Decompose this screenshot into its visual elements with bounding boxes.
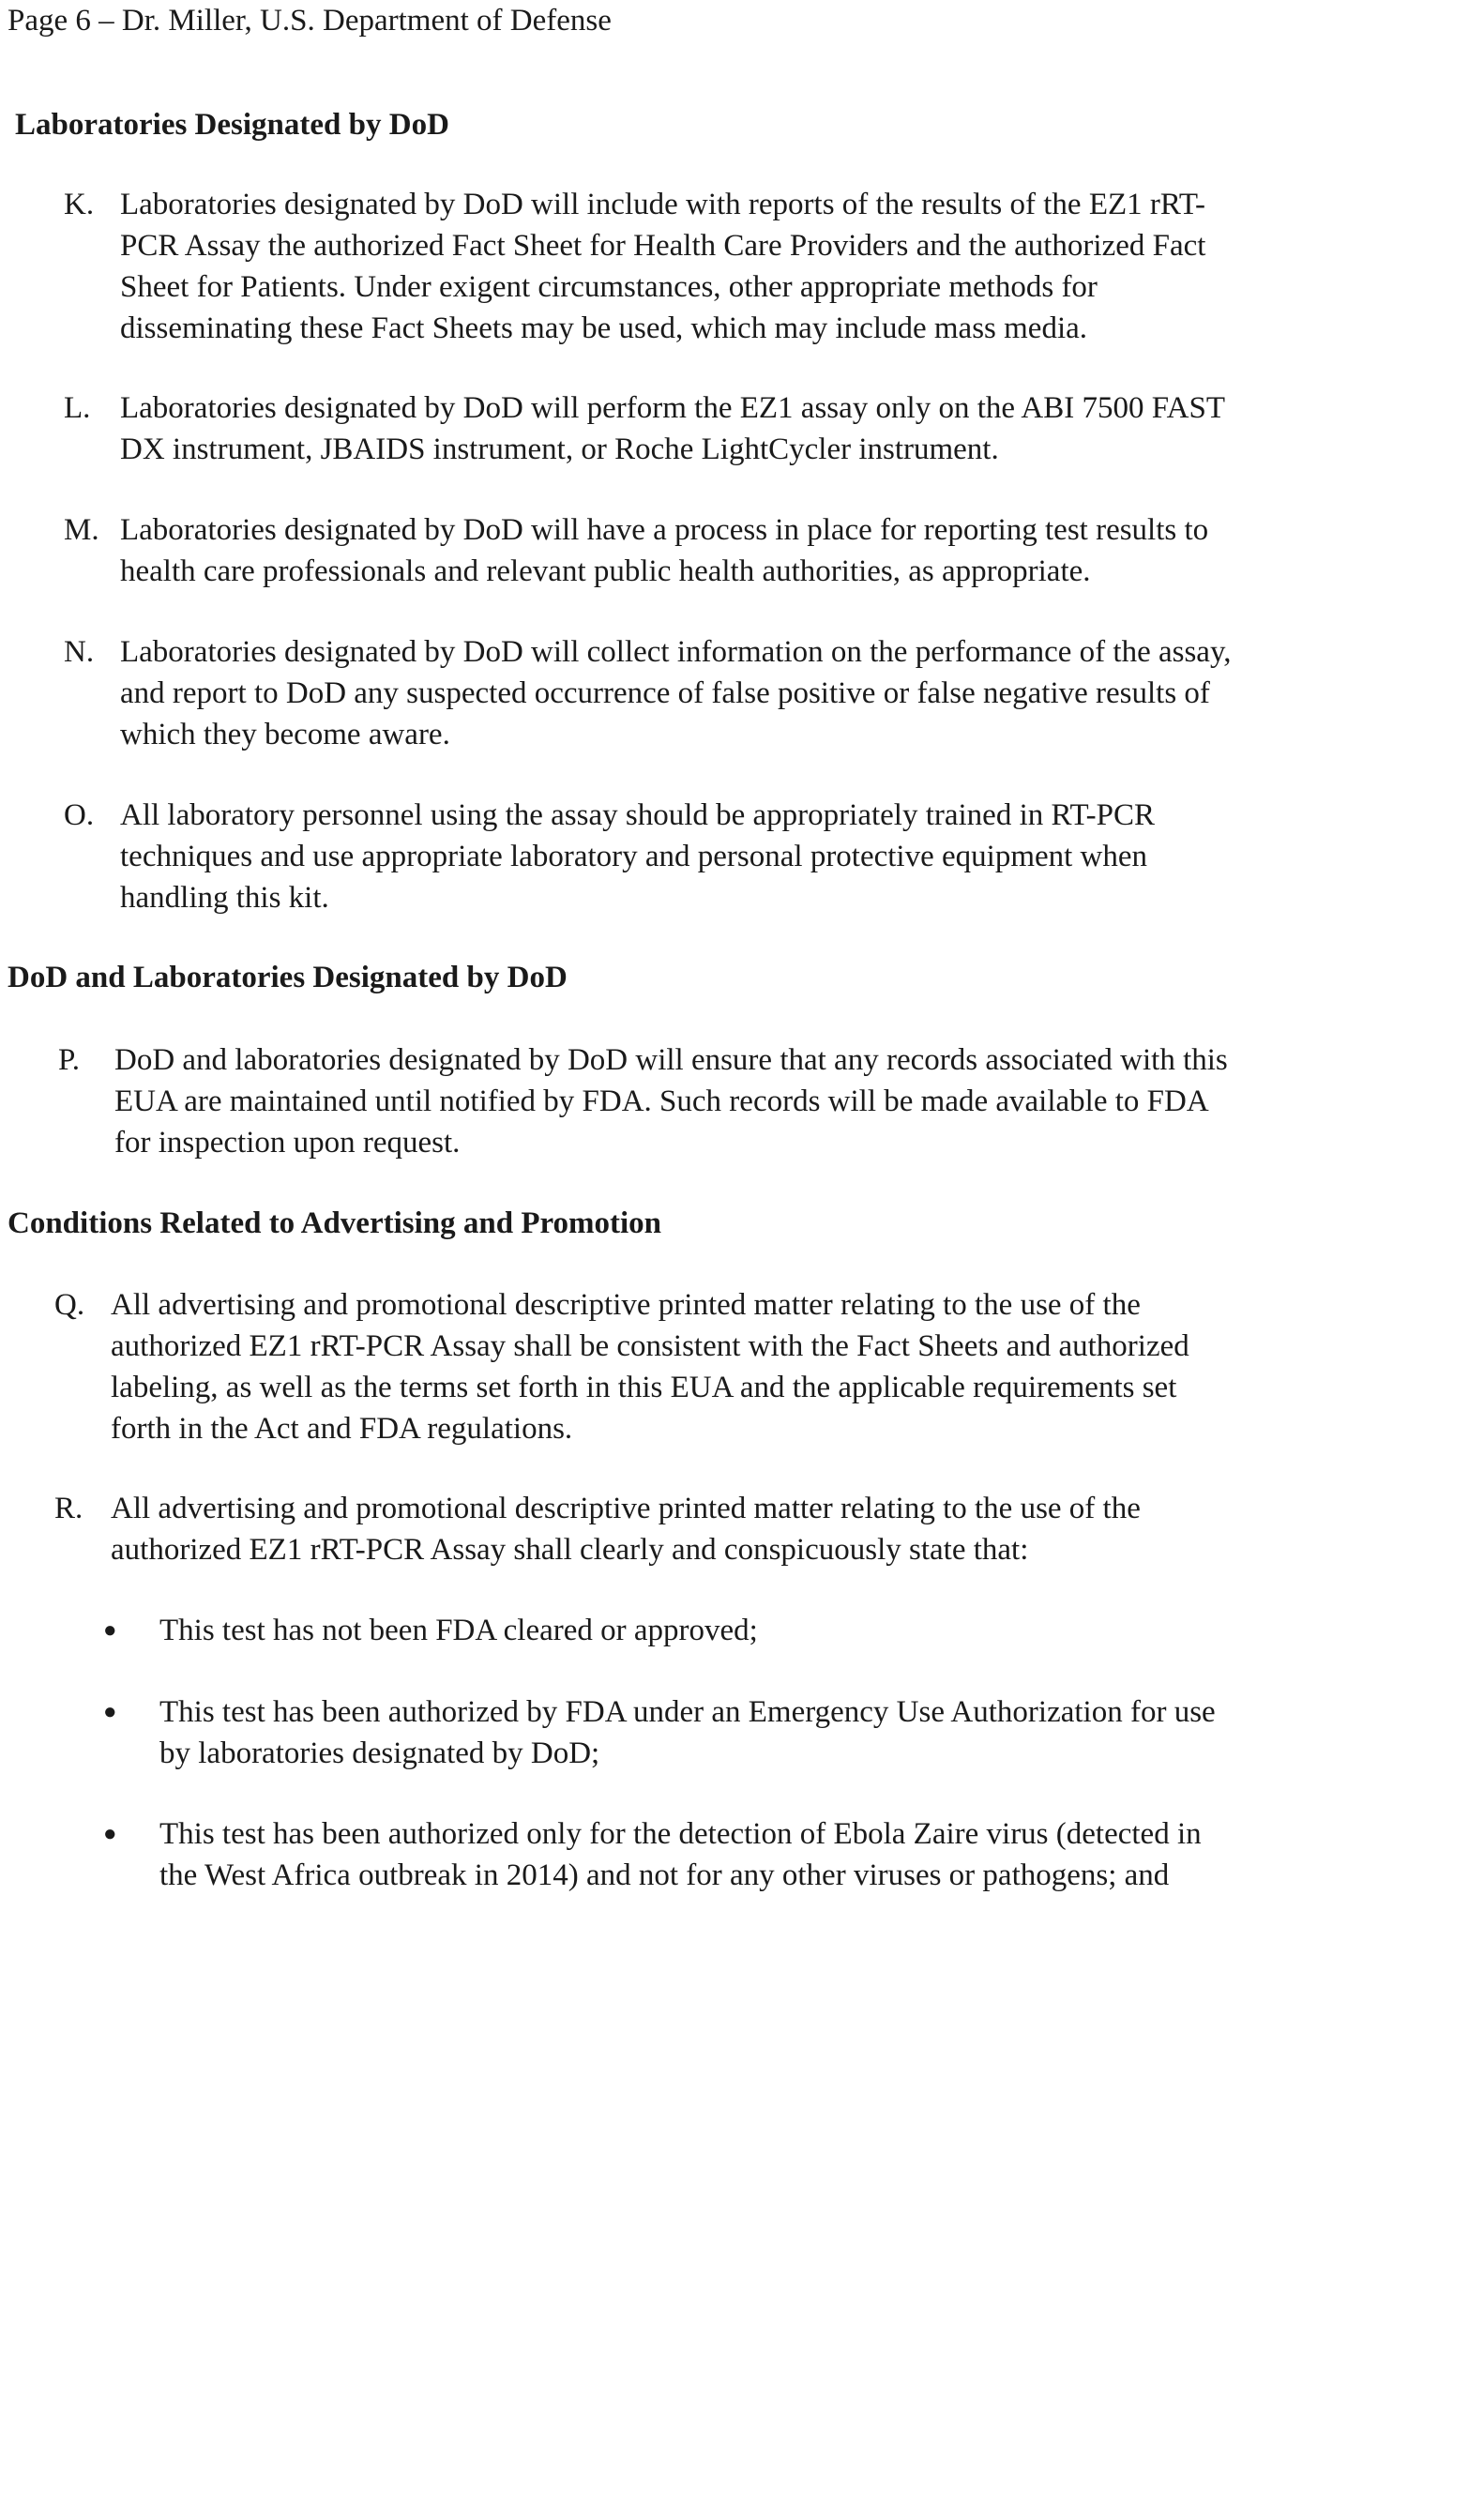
bullet-text [159,1813,1435,1896]
bullet-line: This test has been authorized only for the detection of Ebola Zaire virus (detected in [159,1817,1202,1851]
item-text [120,387,1452,470]
bullet-text [159,1610,1435,1651]
item-letter: P. [58,1043,80,1077]
item-line: Laboratories designated by DoD will perform the EZ1 assay only on the ABI 7500 FAST [120,391,1226,425]
item-line: for inspection upon request. [114,1126,461,1160]
bullet-line: This test has not been FDA cleared or approved; [159,1614,758,1647]
item-line: authorized EZ1 rRT-PCR Assay shall be consistent with the Fact Sheets and authorized [111,1329,1189,1363]
item-line: All laboratory personnel using the assay should be appropriately trained in RT-PCR [120,798,1156,832]
item-text [114,1039,1446,1163]
item-line: and report to DoD any suspected occurrence of false positive or false negative results of [120,676,1210,710]
bullet-line: by laboratories designated by DoD; [159,1736,600,1770]
item-letter: R. [54,1492,83,1525]
section-heading-laboratories: Laboratories Designated by DoD [15,108,449,142]
item-letter: O. [64,798,95,832]
bullet-icon: ● [103,1618,117,1643]
item-line: health care professionals and relevant public health authorities, as appropriate. [120,554,1091,588]
item-text [120,509,1452,592]
item-line: PCR Assay the authorized Fact Sheet for Health Care Providers and the authorized Fact [120,229,1206,263]
item-line: disseminating these Fact Sheets may be used, which may include mass media. [120,311,1088,345]
item-line: DoD and laboratories designated by DoD will ensure that any records associated with this [114,1043,1228,1077]
item-line: labeling, as well as the terms set forth in this EUA and the applicable requirements set [111,1371,1177,1404]
item-letter: K. [64,188,95,221]
item-letter: N. [64,635,95,669]
item-line: which they become aware. [120,718,450,751]
item-text [120,795,1452,918]
page-header: Page 6 – Dr. Miller, U.S. Department of Defense [8,4,612,38]
item-text [120,631,1452,755]
section-heading-dod-and-laboratories: DoD and Laboratories Designated by DoD [8,961,568,994]
item-letter: Q. [54,1288,85,1322]
item-line: Laboratories designated by DoD will have a process in place for reporting test results to [120,513,1209,547]
bullet-icon: ● [103,1700,117,1724]
bullet-line: the West Africa outbreak in 2014) and not for any other viruses or pathogens; and [159,1858,1170,1892]
item-letter: M. [64,513,99,547]
item-line: Sheet for Patients. Under exigent circumstances, other appropriate methods for [120,270,1098,304]
item-line: handling this kit. [120,881,329,915]
section-heading-advertising: Conditions Related to Advertising and Promotion [8,1206,662,1240]
bullet-text [159,1691,1435,1774]
item-text [111,1488,1443,1570]
item-text [111,1284,1443,1449]
item-letter: L. [64,391,91,425]
bullet-icon: ● [103,1822,117,1846]
item-line: Laboratories designated by DoD will include with reports of the results of the EZ1 rRT- [120,188,1206,221]
item-line: techniques and use appropriate laboratory and personal protective equipment when [120,840,1148,873]
item-line: EUA are maintained until notified by FDA. Such records will be made available to FDA [114,1084,1209,1118]
item-line: All advertising and promotional descriptive printed matter relating to the use of the [111,1288,1141,1322]
bullet-line: This test has been authorized by FDA under an Emergency Use Authorization for use [159,1695,1216,1729]
item-line: Laboratories designated by DoD will collect information on the performance of the assay, [120,635,1232,669]
item-line: DX instrument, JBAIDS instrument, or Roche LightCycler instrument. [120,432,999,466]
item-line: authorized EZ1 rRT-PCR Assay shall clearly and conspicuously state that: [111,1533,1029,1567]
item-line: forth in the Act and FDA regulations. [111,1412,573,1446]
item-text [120,184,1452,349]
item-line: All advertising and promotional descriptive printed matter relating to the use of the [111,1492,1141,1525]
